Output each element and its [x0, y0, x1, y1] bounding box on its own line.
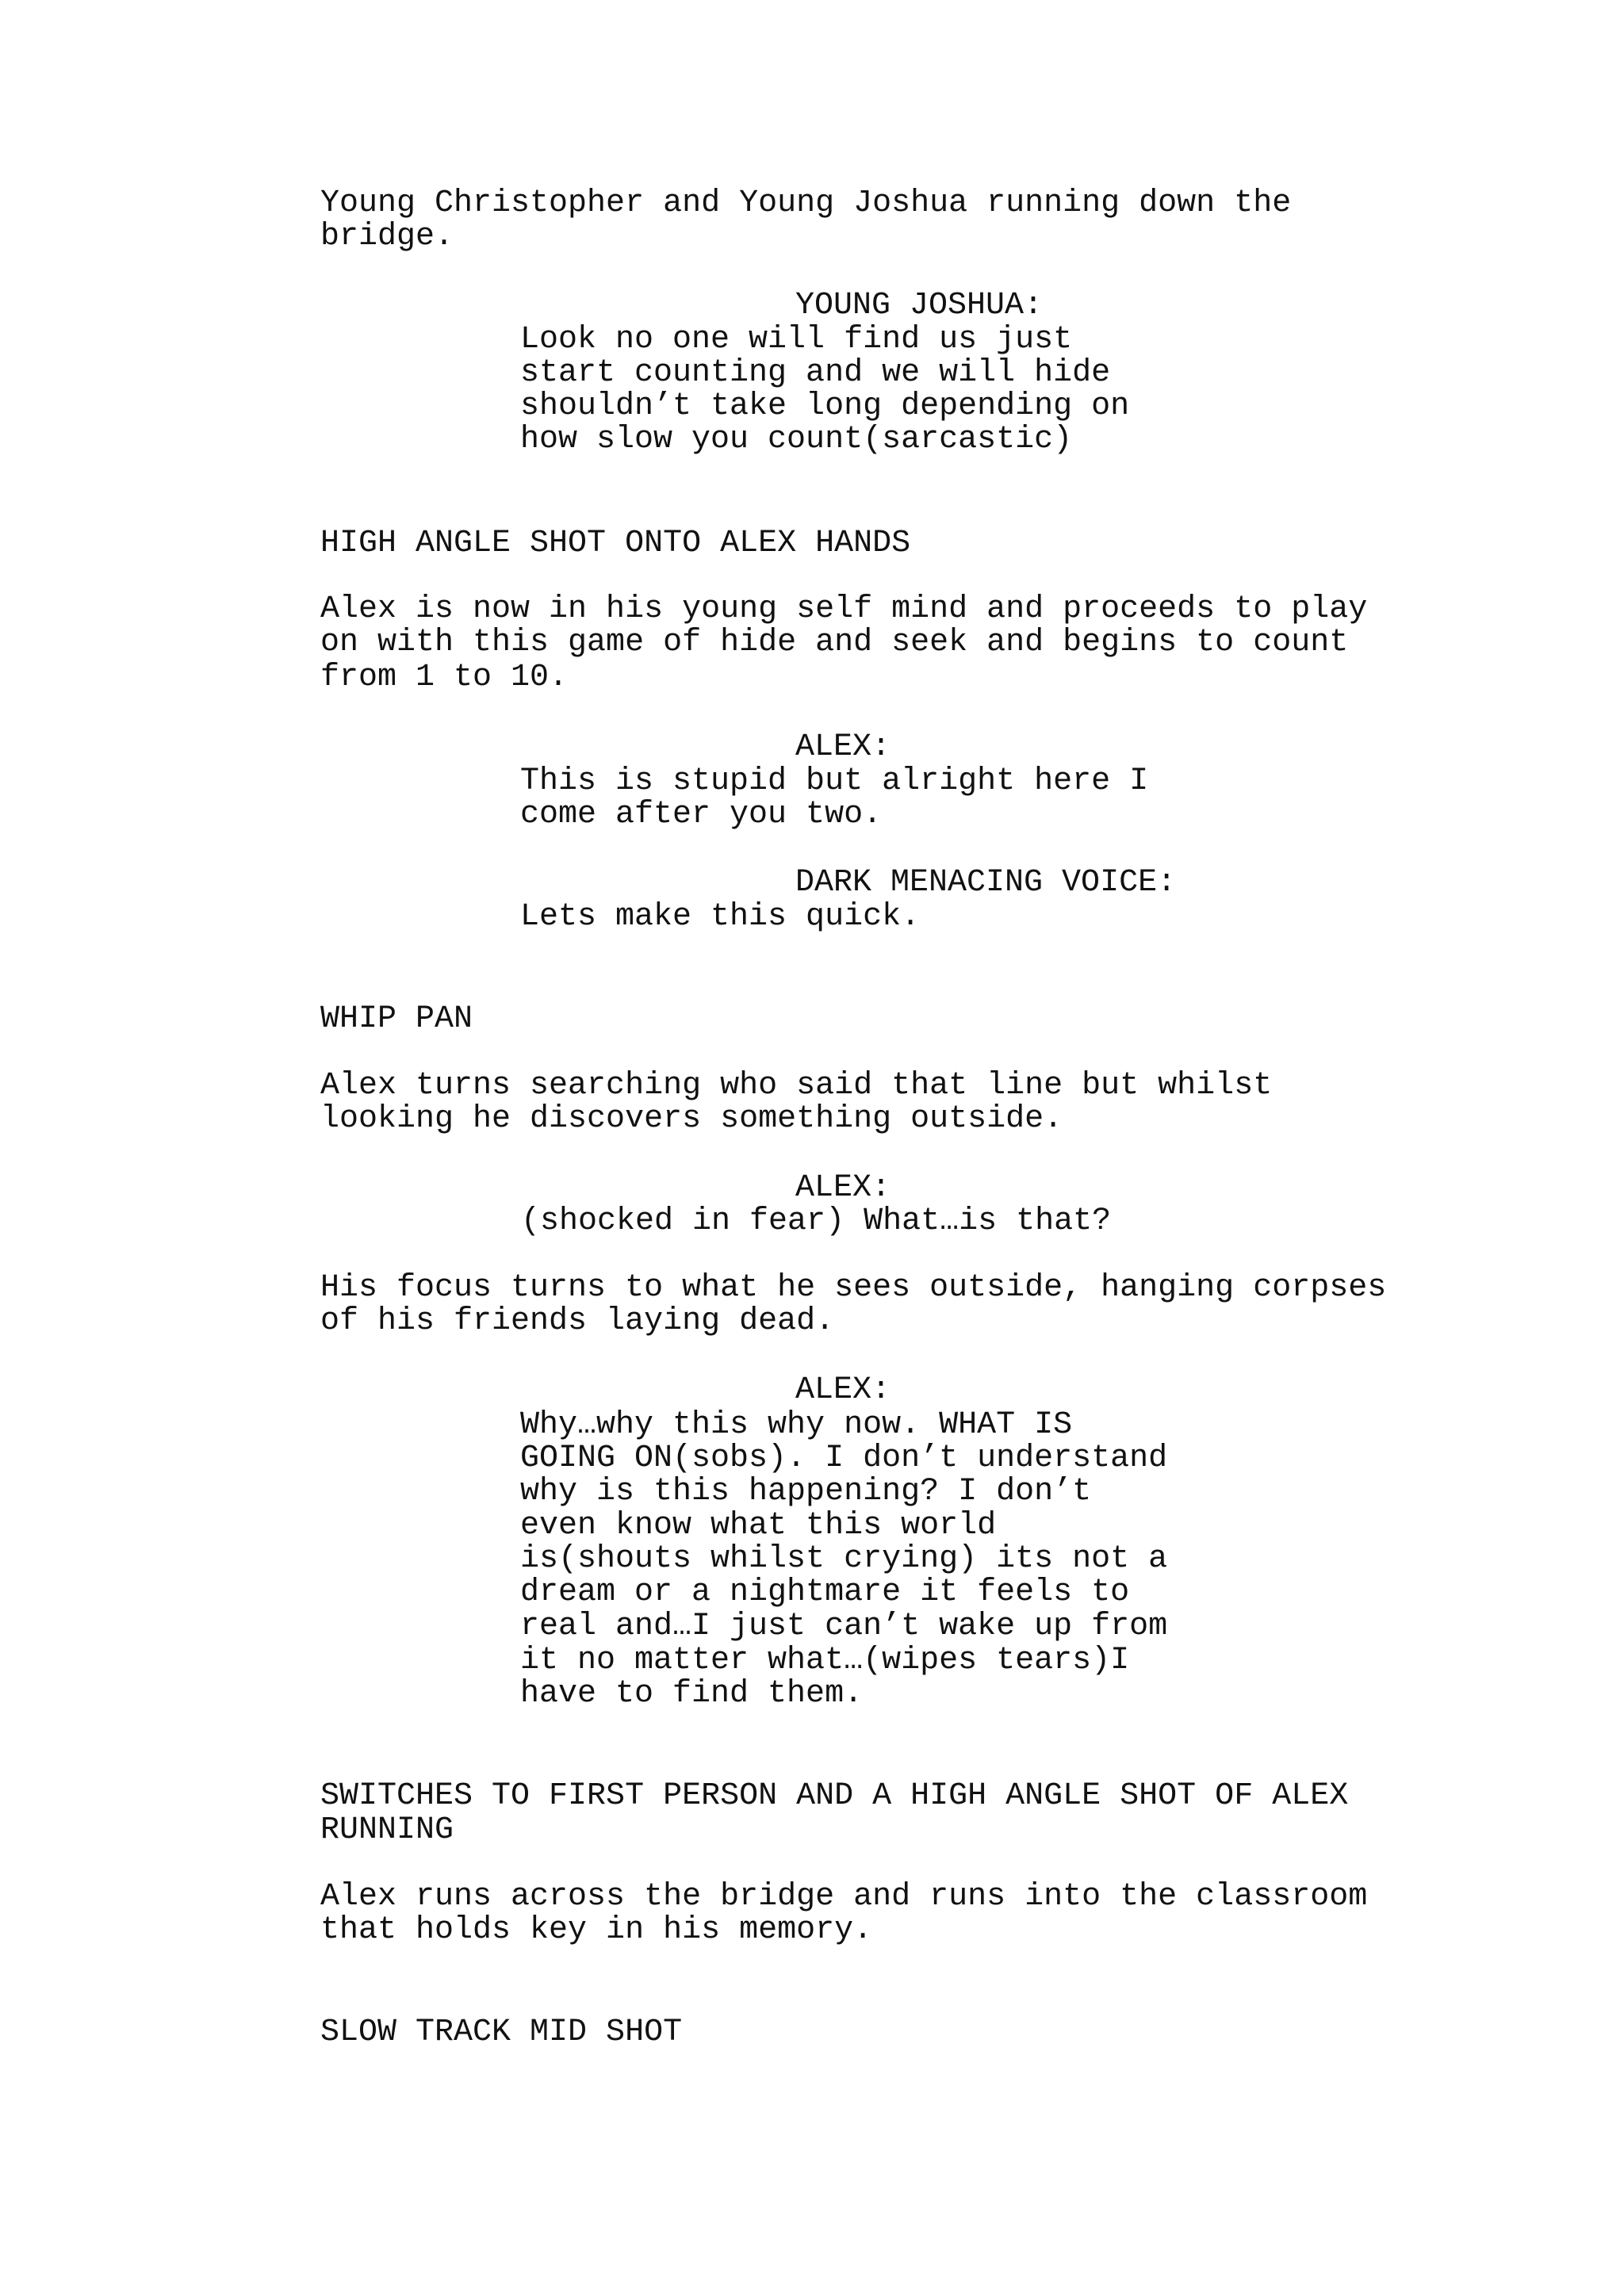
action-line: Alex turns searching who said that line but whilst	[320, 1068, 1273, 1104]
dialogue-line: is(shouts whilst crying) its not a	[520, 1541, 1168, 1577]
dialogue-line: why is this happening? I don’t	[520, 1474, 1092, 1510]
shot-heading: HIGH ANGLE SHOT ONTO ALEX HANDS	[320, 526, 911, 561]
dialogue-line: (shocked in fear) What…is that?	[521, 1203, 1112, 1239]
action-line: from 1 to 10.	[320, 660, 569, 695]
character-name: YOUNG JOSHUA:	[795, 288, 1044, 323]
character-name: DARK MENACING VOICE:	[795, 865, 1177, 901]
dialogue-line: GOING ON(sobs). I don’t understand	[520, 1441, 1168, 1476]
dialogue-line: start counting and we will hide	[520, 355, 1111, 391]
dialogue-line: Why…why this why now. WHAT IS	[520, 1407, 1073, 1443]
dialogue-line: Lets make this quick.	[520, 899, 921, 935]
character-name: ALEX:	[795, 1170, 891, 1206]
shot-heading: WHIP PAN	[320, 1001, 473, 1037]
shot-heading: SWITCHES TO FIRST PERSON AND A HIGH ANGLE SHOT OF ALEX	[320, 1778, 1349, 1814]
dialogue-line: Look no one will find us just	[520, 322, 1073, 358]
dialogue-line: how slow you count(sarcastic)	[520, 422, 1073, 457]
dialogue-line: it no matter what…(wipes tears)I	[520, 1643, 1130, 1678]
dialogue-line: shouldn’t take long depending on	[520, 388, 1130, 424]
action-line: His focus turns to what he sees outside, hanging corpses	[320, 1270, 1387, 1306]
action-line: Alex is now in his young self mind and proceeds to play	[320, 591, 1368, 627]
action-line: looking he discovers something outside.	[320, 1101, 1063, 1137]
dialogue-line: come after you two.	[520, 797, 883, 832]
dialogue-line: even know what this world	[520, 1508, 997, 1544]
dialogue-line: This is stupid but alright here I	[520, 763, 1149, 799]
action-line: bridge.	[320, 219, 454, 254]
dialogue-line: dream or a nightmare it feels to	[520, 1575, 1130, 1610]
action-line: on with this game of hide and seek and begins to count	[320, 625, 1349, 660]
dialogue-line: real and…I just can’t wake up from	[520, 1609, 1168, 1644]
action-line: of his friends laying dead.	[320, 1303, 835, 1339]
dialogue-line: have to find them.	[520, 1676, 864, 1712]
action-line: that holds key in his memory.	[320, 1912, 873, 1948]
shot-heading: RUNNING	[320, 1812, 454, 1848]
action-line: Alex runs across the bridge and runs into the classroom	[320, 1879, 1368, 1915]
shot-heading: SLOW TRACK MID SHOT	[320, 2015, 683, 2050]
character-name: ALEX:	[795, 1372, 891, 1408]
character-name: ALEX:	[795, 729, 891, 765]
action-line: Young Christopher and Young Joshua running down the	[320, 186, 1292, 221]
